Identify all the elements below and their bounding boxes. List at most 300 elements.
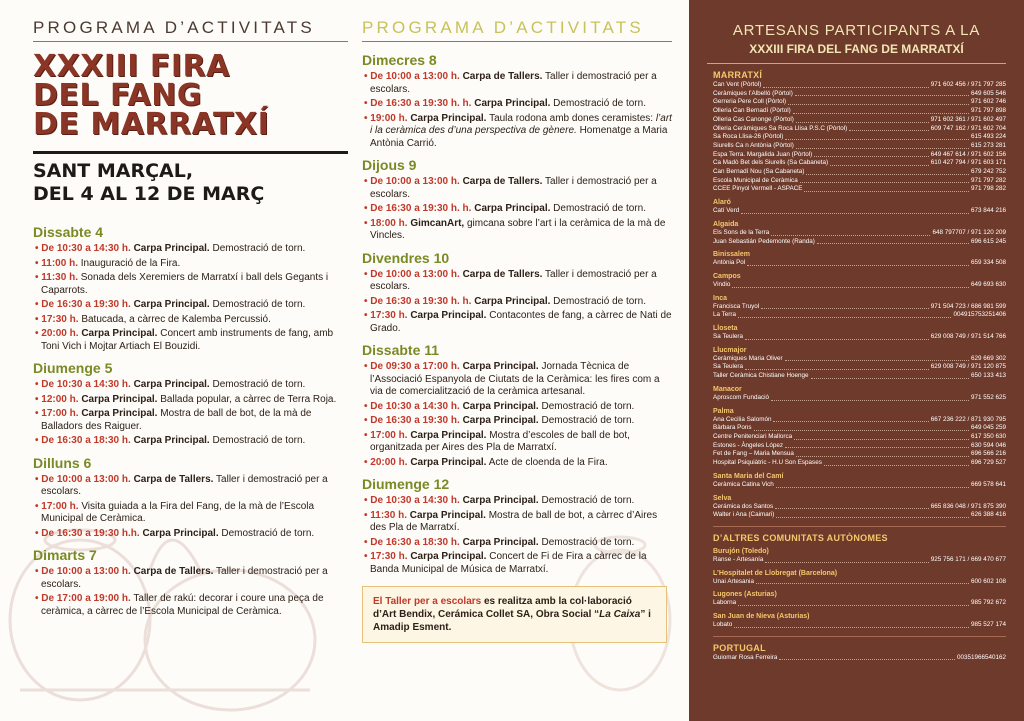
event-text: Demostració de torn. (212, 435, 306, 446)
schedule-event (362, 401, 672, 414)
day-heading: Divendres 10 (362, 249, 450, 266)
artisan-phone: 649 467 614 / 971 602 156 (930, 150, 1006, 158)
artisan-phone: 971 602 456 / 971 797 285 (930, 81, 1006, 88)
event-place: Carpa Principal. (81, 408, 158, 419)
artisan-phone: 617 350 630 (970, 432, 1006, 440)
schedule-event (33, 299, 348, 312)
event-text-after: Homenatge a Maria Antònia Carrió. (370, 125, 668, 149)
event-time: De 09:30 a 17:00 h. (370, 361, 460, 372)
schedule-event (362, 98, 672, 111)
artisan-entry (713, 281, 1006, 290)
event-time: De 16:30 a 19:30 h. h. (370, 295, 472, 307)
artisan-phone: 649 693 630 (970, 280, 1006, 288)
header-rule (33, 41, 348, 42)
event-time: 17:30 h. (370, 551, 408, 562)
artisan-phone: 649 605 546 (970, 89, 1006, 97)
program-header: PROGRAMA D’ACTIVITATS (33, 18, 315, 37)
artisans-subtitle: XXXIII FIRA DEL FANG DE MARRATXÍ (749, 42, 964, 56)
artisan-name: Sa Roca Llisa-26 (Pòrtol) (713, 133, 784, 141)
event-time: De 10:30 a 14:30 h. (41, 243, 131, 254)
event-text: Demostració de torn. (212, 243, 306, 254)
schedule-event (33, 272, 348, 297)
artisan-entry (713, 125, 1006, 134)
bullet-icon: • (35, 257, 42, 269)
town-heading: Manacor (713, 385, 742, 393)
dot-leader (814, 151, 928, 158)
event-time: De 10:00 a 13:00 h. (370, 71, 460, 82)
dot-leader (785, 133, 969, 140)
dot-leader (824, 459, 969, 466)
day-heading: Dimarts 7 (33, 547, 97, 563)
artisan-name: Fet de Fang – Maria Mensua (713, 450, 794, 458)
dot-leader (849, 125, 928, 132)
event-time: De 10:30 a 14:30 h. (41, 379, 131, 390)
event-place: Carpa Principal. (133, 243, 210, 254)
town-heading: Lugones (Asturias) (713, 591, 777, 599)
artisan-name: Ana Cecilia Salomón (713, 415, 772, 423)
section-divider (713, 636, 1006, 637)
event-place: Carpa Principal. (81, 393, 158, 405)
event-text: Demostració de torn. (541, 415, 635, 426)
bullet-icon: • (364, 268, 371, 280)
left-column (33, 18, 348, 620)
event-text: Demostració de torn. (553, 98, 646, 109)
bullet-icon: • (35, 435, 42, 446)
bullet-icon: • (364, 400, 371, 412)
event-text: Sonada dels Xeremiers de Marratxí i ball dels Gegants i Caparrots. (41, 272, 329, 296)
event-place: Carpa Principal. (133, 379, 210, 390)
dot-leader (794, 433, 969, 440)
dot-leader (763, 81, 928, 88)
bullet-icon: • (364, 361, 371, 372)
bullet-icon: • (35, 593, 42, 604)
event-place: Carpa de Tallers. (462, 71, 543, 82)
event-text: Acte de cloenda de la Fira. (488, 456, 608, 468)
artisan-entry (713, 503, 1006, 512)
artisan-phone: 669 578 641 (970, 480, 1006, 488)
event-place: Carpa Principal. (410, 112, 487, 124)
bullet-icon: • (364, 98, 371, 109)
artisan-entry (713, 599, 1006, 608)
event-time: 17:00 h. (370, 429, 408, 441)
bullet-icon: • (35, 500, 42, 512)
event-time: De 10:30 a 14:30 h. (370, 495, 460, 506)
artisan-phone: 649 045 259 (970, 424, 1006, 432)
artisan-phone: 673 844 216 (970, 207, 1006, 215)
schedule-event (33, 243, 348, 256)
artisan-name: Can Vent (Pòrtol) (713, 81, 762, 88)
artisan-name: Aproscom Fundació (713, 393, 769, 401)
bullet-icon: • (364, 536, 371, 548)
artisan-name: Sa Teulera (713, 333, 743, 341)
dot-leader (830, 159, 929, 166)
event-time: 20:00 h. (370, 456, 408, 468)
event-time: De 10:30 a 14:30 h. (370, 400, 460, 412)
event-text: Demostració de torn. (541, 400, 635, 412)
event-text: Demostració de torn. (212, 299, 306, 310)
artisan-name: Escola Municipal de Ceràmica (713, 176, 798, 184)
artisan-entry (713, 416, 1006, 425)
event-time: De 16:30 a 19:30 h.h. (41, 527, 140, 539)
artisan-entry (713, 177, 1006, 186)
artisan-phone: 659 334 508 (970, 259, 1006, 267)
dot-leader (788, 98, 969, 105)
event-time: 11:30 h. (370, 509, 407, 521)
artisan-entry (713, 168, 1006, 177)
artisan-entry (713, 621, 1006, 630)
artisan-name: Olleria Cas Canonge (Pòrtol) (713, 115, 794, 123)
event-place: Carpa Principal. (462, 361, 539, 372)
schedule-event (33, 394, 348, 407)
artisan-entry (713, 107, 1006, 116)
schedule-event (362, 510, 672, 535)
day-heading: Diumenge 12 (362, 476, 450, 492)
artisan-name: Unai Artesania (713, 577, 754, 585)
artisan-phone: 971 797 282 (970, 176, 1006, 184)
event-time: De 16:30 a 18:30 h. (370, 536, 460, 548)
bullet-icon: • (35, 299, 42, 310)
artisan-name: Espa Terra. Margalida Juan (Pòrtol) (713, 150, 813, 158)
schedule-event (362, 296, 672, 309)
fair-title-line: XXXIII FIRA (33, 49, 230, 84)
artisan-entry (713, 98, 1006, 107)
dot-leader (775, 503, 929, 510)
town-heading: Inca (713, 294, 728, 302)
event-time: De 16:30 a 19:30 h. h. (370, 98, 472, 109)
schedule-event (33, 435, 348, 448)
dot-leader (796, 450, 969, 457)
artisan-entry (713, 238, 1006, 247)
dot-leader (765, 556, 928, 563)
event-text: gimcana sobre l’art i la ceràmica de la mà de Vincles. (370, 217, 666, 241)
artisan-name: Olleria Can Bernadí (Pòrtol) (713, 107, 791, 115)
schedule-event (362, 218, 672, 243)
event-text: Mostra de ball de bot, de la mà de Balladors des Raiguer. (41, 408, 312, 432)
artisan-entry (713, 442, 1006, 451)
schedule-event (33, 593, 348, 618)
artisan-entry (713, 481, 1006, 490)
event-place: Carpa Principal. (133, 299, 210, 310)
artisan-name: Vindio (713, 280, 731, 288)
artisan-name: Sa Teulera (713, 363, 743, 371)
artisan-entry (713, 363, 1006, 372)
collab-lead: El Taller per a escolars (373, 596, 482, 607)
event-place: Carpa Principal. (474, 295, 551, 307)
artisan-name: Ceràmica Catina Vich (713, 480, 774, 488)
event-place: GimcanArt, (410, 217, 465, 229)
town-heading: Algaida (713, 220, 739, 228)
left-schedule (33, 224, 348, 618)
event-place: Carpa Principal. (462, 400, 539, 412)
artisan-phone: 004915753251406 (953, 311, 1006, 319)
artisan-name: Catí Verd (713, 207, 740, 215)
dot-leader (800, 177, 969, 184)
dot-leader (734, 621, 969, 628)
artisan-phone: 630 594 046 (970, 441, 1006, 449)
event-time: 18:00 h. (370, 217, 408, 229)
schedule-event (362, 551, 672, 576)
bullet-icon: • (35, 393, 42, 405)
artisan-name: Ceràmiques Maria Oliver (713, 354, 783, 362)
artisan-phone: 629 008 749 / 971 120 875 (930, 363, 1006, 371)
bullet-icon: • (364, 310, 371, 321)
day-heading: Dissabte 11 (362, 342, 440, 358)
town-heading: L’Hospitalet de Llobregat (Barcelona) (713, 569, 838, 577)
event-place: Carpa Principal. (410, 310, 487, 321)
dot-leader (747, 259, 969, 266)
artisan-name: Cerámica dos Santos (713, 502, 774, 510)
artisan-phone: 971 602 746 (970, 98, 1006, 106)
artisans-title: ARTESANS PARTICIPANTS A LA (732, 22, 981, 39)
dot-leader (738, 599, 969, 606)
dot-leader (771, 229, 930, 236)
dot-leader (773, 416, 928, 423)
artisan-entry (713, 355, 1006, 364)
schedule-event (362, 457, 672, 470)
event-place: Carpa de Tallers. (462, 268, 543, 280)
event-time: 11:30 h. (41, 272, 78, 283)
artisan-phone: 600 602 108 (970, 577, 1006, 585)
event-place: Carpa Principal. (410, 456, 487, 468)
town-heading: Binissalem (713, 251, 750, 259)
artisan-phone: 615 273 281 (970, 141, 1006, 149)
event-time: 12:00 h. (41, 393, 79, 405)
dot-leader (745, 363, 929, 370)
dot-leader (756, 578, 969, 585)
bullet-icon: • (35, 243, 42, 254)
event-place: Carpa de Tallers. (462, 176, 543, 187)
bullet-icon: • (35, 473, 42, 485)
dot-leader (738, 311, 951, 318)
fair-title-line: DE MARRATXÍ (33, 107, 270, 142)
artisan-entry (713, 578, 1006, 587)
program-header-faded: PROGRAMA D’ACTIVITATS (362, 18, 644, 37)
town-heading: Santa Maria del Camí (713, 472, 784, 480)
artisan-phone: 609 747 162 / 971 602 704 (930, 124, 1006, 132)
artisan-phone: 696 566 216 (970, 450, 1006, 458)
artisan-phone: 971 504 723 / 686 981 599 (930, 302, 1006, 310)
artisan-name: Gerreria Pere Coll (Pòrtol) (713, 98, 787, 106)
artisans-panel (689, 0, 1024, 721)
event-place: Carpa Principal. (133, 435, 210, 446)
artisan-name: Ceràmiques l’Albelló (Pòrtol) (713, 89, 793, 97)
dot-leader (776, 511, 969, 518)
collab-end: ” i Amadip Esment. (373, 609, 651, 633)
dot-leader (795, 90, 969, 97)
artisans-list (689, 70, 1024, 662)
fair-dates (33, 151, 348, 206)
schedule-event (33, 501, 348, 526)
event-time: De 10:00 a 13:00 h. (370, 176, 460, 187)
artisan-name: Antònia Pol (713, 259, 746, 267)
event-text: Demostració de torn. (212, 379, 306, 390)
artisan-name: Olleria Ceràmiques Sa Roca Llisa P.S.C (Pòrtol) (713, 124, 848, 132)
fair-dates-line: SANT MARÇAL, (33, 160, 194, 182)
day-heading: Diumenge 5 (33, 360, 113, 376)
dot-leader (785, 355, 969, 362)
event-place: Carpa de Tallers. (133, 473, 214, 485)
artisan-phone: 629 669 302 (970, 354, 1006, 362)
event-time: De 16:30 a 19:30 h. (41, 299, 131, 310)
artisan-entry (713, 372, 1006, 381)
bullet-icon: • (35, 313, 42, 325)
event-time: De 17:00 a 19:00 h. (41, 593, 131, 604)
schedule-event (362, 113, 672, 151)
collab-text: es realitza amb la col·laboració d’Art Bendix, Cerámica Collet SA, Obra Social “ (373, 596, 632, 620)
event-time: 17:00 h. (41, 500, 79, 512)
artisan-entry (713, 654, 1006, 663)
event-time: 17:00 h. (41, 408, 79, 419)
event-text: Visita guiada a la Fira del Fang, de la mà de l’Escola Municipal de Ceràmica. (41, 500, 315, 524)
bullet-icon: • (364, 217, 371, 229)
artisan-entry (713, 394, 1006, 403)
dot-leader (741, 207, 969, 214)
artisan-entry (713, 556, 1006, 565)
artisan-name: Centre Penitenciari Mallorca (713, 432, 793, 440)
event-place: Carpa Principal. (462, 536, 539, 548)
event-text: Demostració de torn. (541, 495, 635, 506)
event-time: De 16:30 a 18:30 h. (41, 435, 131, 446)
artisan-name: La Terra (713, 311, 736, 319)
artisan-entry (713, 459, 1006, 468)
artisan-name: Laborna (713, 599, 737, 607)
dot-leader (785, 442, 969, 449)
artisan-entry (713, 511, 1006, 520)
event-time: 19:00 h. (370, 112, 408, 124)
dot-leader (776, 481, 969, 488)
event-place: Carpa Principal. (474, 203, 551, 214)
schedule-event (362, 71, 672, 96)
artisan-entry (713, 133, 1006, 142)
event-text: Taula rodona amb dones ceramistes: (489, 112, 654, 124)
event-place: Carpa Principal. (462, 495, 539, 506)
region-heading: MARRATXÍ (713, 70, 763, 80)
event-text: Taller i demostració per a escolars. (370, 268, 657, 292)
artisan-entry (713, 450, 1006, 459)
event-italic: l’art i la ceràmica des d’una perspectiva de gènere. (370, 112, 672, 136)
event-time: 17:30 h. (41, 313, 79, 325)
artisan-phone: 985 792 672 (970, 599, 1006, 607)
artisan-name: Siurells Ca n Antònia (Pòrtol) (713, 141, 794, 149)
bullet-icon: • (364, 415, 371, 426)
fair-title-line: DEL FANG (33, 78, 202, 113)
dot-leader (804, 185, 969, 192)
artisan-name: Bàrbara Pons (713, 424, 752, 432)
artisan-entry (713, 151, 1006, 160)
middle-column (362, 18, 672, 643)
event-text: Contacontes de fang, a càrrec de Nati de Grado. (370, 310, 672, 334)
bullet-icon: • (364, 112, 371, 124)
artisan-phone: 667 236 222 / 871 930 795 (930, 415, 1006, 423)
day-heading: Dimecres 8 (362, 52, 437, 68)
artisan-entry (713, 207, 1006, 216)
dot-leader (779, 654, 955, 661)
event-place: Carpa Principal. (410, 429, 487, 441)
schedule-event (33, 328, 348, 353)
header-rule (362, 41, 672, 42)
bullet-icon: • (35, 527, 42, 539)
artisan-phone: 648 797707 / 971 120 209 (932, 228, 1006, 236)
event-text: Taller i demostració per a escolars. (41, 566, 328, 590)
schedule-event (362, 537, 672, 550)
artisan-phone: 650 133 413 (970, 372, 1006, 380)
schedule-event (362, 310, 672, 335)
artisan-phone: 679 242 752 (970, 168, 1006, 176)
artisan-name: Els Sons de la Terra (713, 228, 770, 236)
collab-italic: La Caixa (599, 609, 641, 620)
event-text: Mostra d’escoles de ball de bot, organitzada per Aires des Pla de Marratxí. (370, 429, 630, 453)
schedule-event (362, 415, 672, 428)
collaboration-box (362, 586, 667, 643)
region-heading: PORTUGAL (713, 642, 766, 653)
event-place: Carpa Principal. (142, 527, 219, 539)
bullet-icon: • (35, 328, 42, 339)
bullet-icon: • (35, 272, 42, 283)
artisan-phone: 665 836 048 / 971 875 390 (930, 502, 1006, 510)
bullet-icon: • (364, 551, 371, 562)
artisan-name: Can Bernadí Nou (Sa Cabaneta) (713, 168, 805, 176)
schedule-event (33, 408, 348, 433)
bullet-icon: • (364, 203, 371, 214)
dot-leader (754, 424, 969, 431)
dot-leader (806, 168, 969, 175)
artisan-name: Juan Sebastián Pedemonte (Randa) (713, 237, 815, 245)
artisan-entry (713, 424, 1006, 433)
schedule-event (33, 566, 348, 591)
artisan-phone: 615 493 224 (970, 133, 1006, 141)
artisan-name: Hospital Psiquiàtric - H.U Son Espases (713, 459, 822, 467)
artisan-entry (713, 116, 1006, 125)
artisan-name: CCEE Pinyol Vermell - ASPACE (713, 185, 803, 193)
dot-leader (745, 333, 929, 340)
event-time: 11:00 h. (41, 257, 78, 269)
schedule-event (362, 361, 672, 399)
town-heading: Alaró (713, 199, 731, 207)
event-place: Carpa Principal. (410, 551, 487, 562)
artisan-phone: 971 552 625 (970, 393, 1006, 401)
bullet-icon: • (35, 566, 42, 577)
town-heading: Lloseta (713, 325, 738, 333)
section-divider (713, 526, 1006, 527)
event-time: De 16:30 a 19:30 h. h. (370, 203, 472, 214)
event-time: De 10:00 a 13:00 h. (41, 473, 131, 485)
artisans-rule (707, 63, 1006, 64)
dot-leader (817, 238, 969, 245)
schedule-event (362, 176, 672, 201)
dot-leader (793, 107, 969, 114)
event-text: Demostració de torn. (553, 203, 646, 214)
artisan-entry (713, 185, 1006, 194)
dot-leader (771, 394, 969, 401)
schedule-event (33, 314, 348, 327)
dot-leader (796, 142, 969, 149)
event-time: De 10:00 a 13:00 h. (41, 566, 131, 577)
artisan-phone: 925 756 171 / 669 470 677 (930, 555, 1006, 563)
town-heading: Llucmajor (713, 346, 747, 354)
event-text: Batucada, a càrrec de Kalemba Percussió. (81, 313, 271, 325)
bullet-icon: • (35, 379, 42, 390)
event-place: Carpa Principal. (462, 415, 539, 426)
middle-schedule (362, 52, 672, 576)
artisan-name: Guiomar Rosa Ferreira (713, 653, 778, 661)
event-text: Taller i demostració per a escolars. (370, 176, 657, 200)
event-place: Carpa de Tallers. (133, 566, 214, 577)
schedule-event (33, 258, 348, 271)
artisan-entry (713, 142, 1006, 151)
artisan-name: Ca Madò Bet dels Siurells (Sa Cabaneta) (713, 159, 829, 167)
event-time: De 10:00 a 13:00 h. (370, 268, 460, 280)
event-place: Carpa Principal. (409, 509, 486, 521)
